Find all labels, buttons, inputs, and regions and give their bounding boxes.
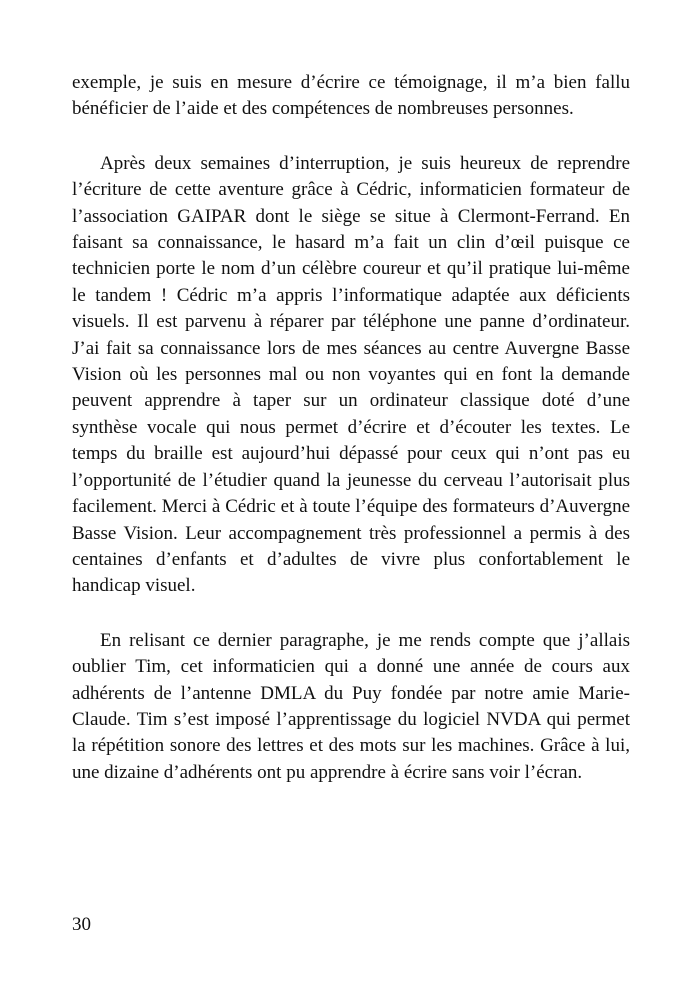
paragraph-cedric: Après deux semaines d’interruption, je suis heureux de reprendre l’écriture de cette aventure grâce à Cédric, informaticien formateur de l’association GAIPAR dont le siège se situe à Clermont-Ferrand. En faisant sa connaissance, le hasard m’a fait un clin d’œil puisque ce technicien porte le nom d’un célèbre coureur et qu’il pratique lui-même le tandem ! Cédric m’a appris l’informatique adaptée aux déficients visuels. Il est parvenu à réparer par téléphone une panne d’ordinateur. J’ai fait sa connaissance lors de mes séances au centre Auvergne Basse Vision où les personnes mal ou non voyantes qui en font la demande peuvent apprendre à taper sur un ordinateur classique doté d’une synthèse vocale qui nous permet d’écrire et d’écouter les textes. Le temps du braille est aujourd’hui dépassé pour ceux qui n’ont pas eu l’opportunité de l’étudier quand la jeunesse du cerveau l’autorisait plus facilement. Merci à Cédric et à toute l’équipe des formateurs d’Auvergne Basse Vision. Leur accompagnement très professionnel a permis à des centaines d’enfants et d’adultes de vivre plus confortablement le handicap visuel.: [72, 152, 630, 597]
paragraph-gap: [72, 123, 630, 151]
paragraph-gap: [72, 600, 630, 628]
paragraph-continuation: exemple, je suis en mesure d’écrire ce témoignage, il m’a bien fallu bénéficier de l’aide et des compétences de nombreuses personnes.: [72, 72, 630, 120]
page-number: 30: [72, 914, 91, 935]
page-body: [72, 70, 630, 786]
paragraph-tim: En relisant ce dernier paragraphe, je me rends compte que j’allais oublier Tim, cet informaticien qui a donné une année de cours aux adhérents de l’antenne DMLA du Puy fondée par notre amie Marie-Claude. Tim s’est imposé l’apprentissage du logiciel NVDA qui permet la répétition sonore des lettres et des mots sur les machines. Grâce à lui, une dizaine d’adhérents ont pu apprendre à écrire sans voir l’écran.: [72, 629, 630, 783]
